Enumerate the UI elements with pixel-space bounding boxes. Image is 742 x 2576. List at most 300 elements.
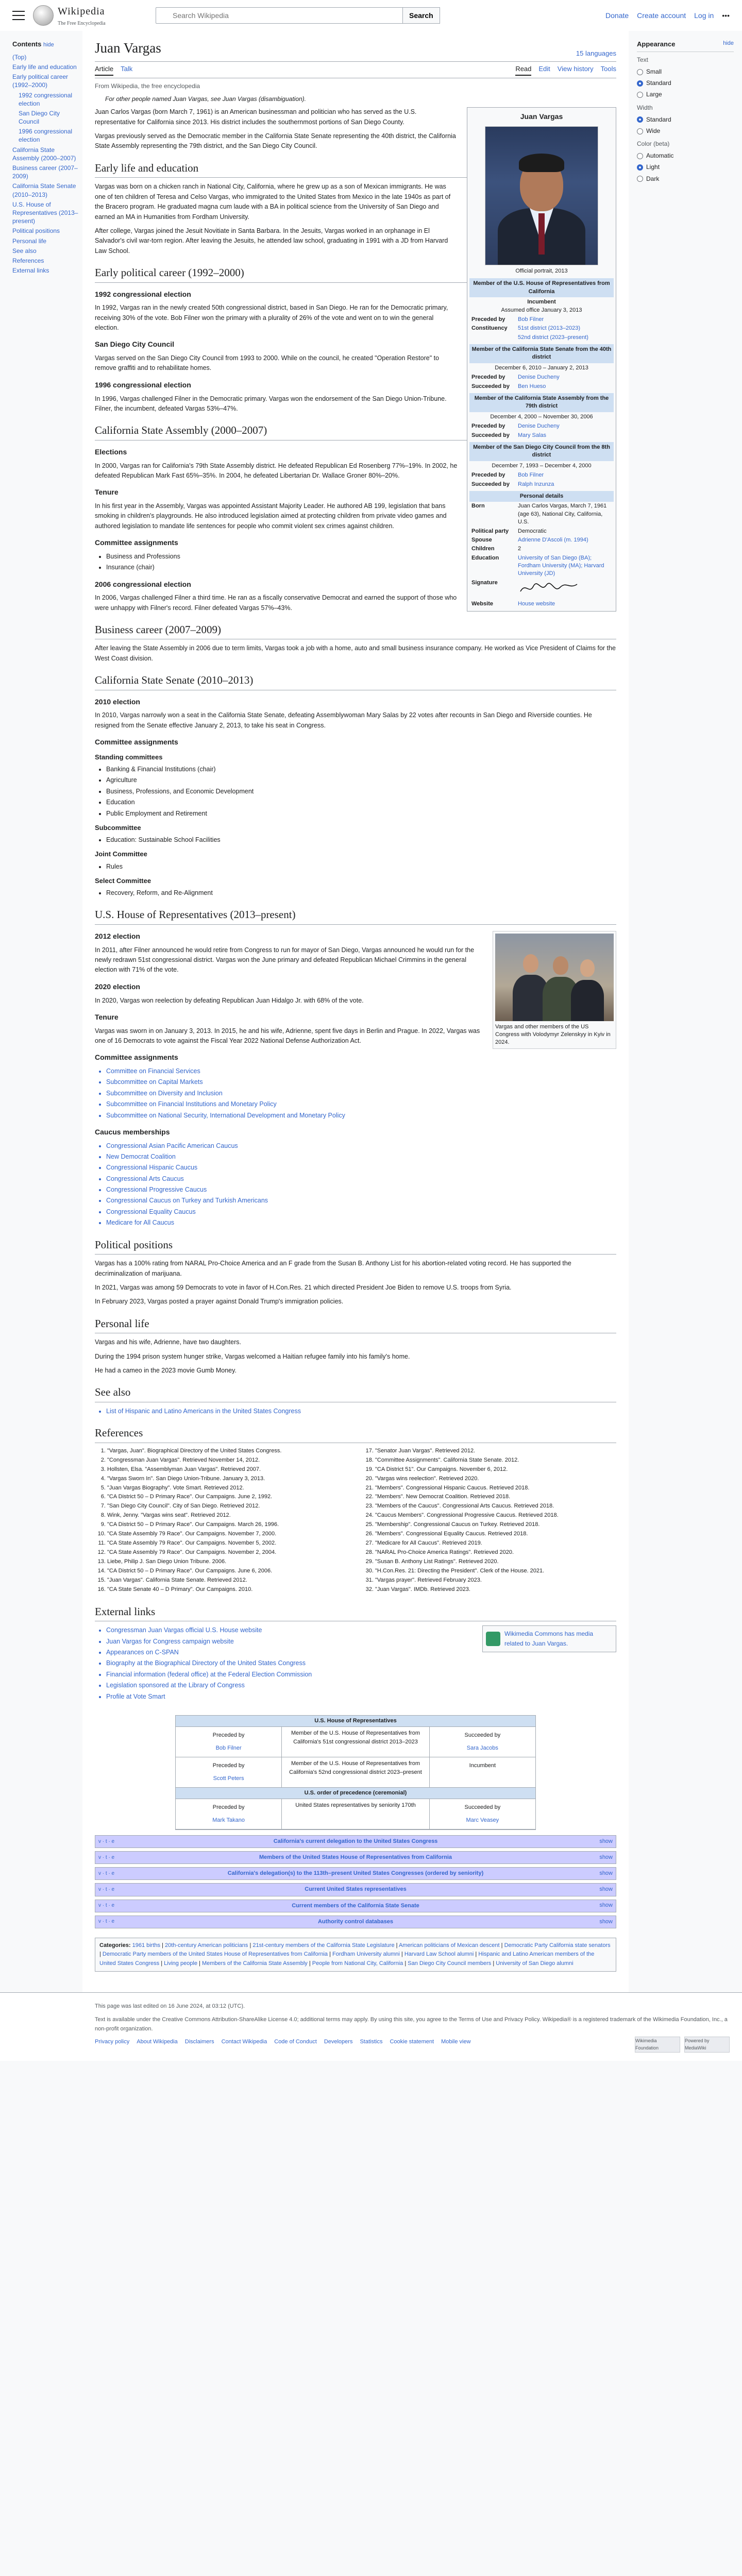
section-heading: References [95, 1425, 616, 1443]
reference-item[interactable]: 13. Liebe, Philip J. San Diego Union Tribune. 2006. [107, 1558, 348, 1566]
list-item[interactable]: • Biography at the Biographical Directory of the United States Congress [106, 1658, 616, 1668]
category-link[interactable]: 21st-century members of the California State Legislature [252, 1942, 395, 1948]
appearance-title: Appearance hide [637, 39, 734, 52]
list-item[interactable]: • Congressional Caucus on Turkey and Turkish Americans [106, 1196, 616, 1206]
navbox-show-button[interactable]: show [599, 1918, 613, 1925]
footer-link[interactable]: Mobile view [441, 2039, 471, 2045]
commons-icon [486, 1632, 500, 1646]
text-size-option[interactable] [637, 67, 734, 77]
portrait-caption: Official portrait, 2013 [515, 267, 568, 274]
reference-item[interactable]: 14. "CA District 50 – D Primary Race". Our Campaigns. June 6, 2006. [107, 1567, 348, 1575]
reference-item[interactable]: 11. "CA State Assembly 79 Race". Our Campaigns. November 5, 2002. [107, 1539, 348, 1548]
width-option[interactable] [637, 126, 734, 136]
infobox-value[interactable]: House website [518, 601, 555, 607]
toc-item[interactable]: Business career (2007–2009) [12, 164, 78, 180]
succession-label: Preceded by [212, 1804, 245, 1811]
footer-link[interactable]: About Wikipedia [137, 2039, 178, 2045]
reference-item[interactable]: 9. "CA District 50 – D Primary Race". Our Campaigns. March 26, 1996. [107, 1521, 348, 1529]
category-separator: | [159, 1960, 163, 1967]
toc-item[interactable]: Early life and education [12, 63, 77, 71]
navbox-vte-links[interactable]: v · t · e [98, 1871, 115, 1877]
succession-row [176, 1799, 535, 1829]
toc-item[interactable]: U.S. House of Representatives (2013–present) [12, 200, 78, 225]
section-heading: Business career (2007–2009) [95, 621, 616, 640]
search-button[interactable]: Search [403, 7, 440, 24]
radio-button[interactable] [637, 153, 643, 159]
infobox-label: Children [471, 546, 495, 552]
footer-link[interactable]: Disclaimers [184, 2039, 214, 2045]
infobox-name: Juan Vargas [520, 112, 563, 121]
succession-succeeded [430, 1727, 535, 1757]
radio-button[interactable] [637, 116, 643, 123]
infobox-row [469, 579, 614, 600]
list-item[interactable]: • Subcommittee on Capital Markets [106, 1077, 616, 1087]
list-item[interactable]: • Appearances on C-SPAN [106, 1648, 616, 1657]
navbox-vte-links[interactable]: v · t · e [98, 1887, 115, 1893]
list-item: • Agriculture [106, 775, 616, 785]
article-content [95, 107, 616, 1972]
infobox-value[interactable]: Denise Ducheny [518, 423, 560, 430]
from-line: From Wikipedia, the free encyclopedia [95, 82, 200, 90]
infobox-row [469, 471, 614, 480]
list-item[interactable]: • Subcommittee on Financial Institutions and Monetary Policy [106, 1099, 616, 1109]
list-item[interactable]: • Congressional Arts Caucus [106, 1174, 616, 1184]
office-term: December 6, 2010 – January 2, 2013 [495, 364, 588, 371]
infobox-label: Education [471, 554, 499, 561]
signature-image [518, 579, 580, 597]
subheading: Subcommittee [95, 823, 141, 832]
color-label: Color (beta) [637, 140, 670, 148]
reference-item[interactable]: 2. "Congressman Juan Vargas". Retrieved November 14, 2012. [107, 1456, 348, 1465]
donate-link[interactable]: Donate [605, 11, 629, 20]
list-item[interactable]: • Congressman Juan Vargas official U.S. House website [106, 1625, 616, 1635]
infobox-label: Born [471, 503, 485, 510]
radio-button[interactable] [637, 92, 643, 98]
category-separator: | [248, 1942, 251, 1948]
infobox-row [469, 527, 614, 536]
paragraph: Vargas served on the San Diego City Council from 1993 to 2000. While on the council, he created "Operation Restore" to remove graffiti and to rehabilitate homes. [95, 354, 440, 372]
succession-preceded [176, 1799, 281, 1829]
toc-item[interactable]: San Diego City Council [19, 109, 60, 126]
category-link[interactable]: San Diego City Council members [408, 1960, 492, 1967]
section-heading: See also [95, 1384, 616, 1402]
section-heading: California State Assembly (2000–2007) [95, 422, 616, 440]
section-heading: Political positions [95, 1236, 616, 1255]
infobox-label: Signature [471, 579, 498, 586]
navbox-show-button[interactable]: show [599, 1902, 613, 1909]
category-link[interactable]: Fordham University alumni [332, 1951, 400, 1958]
navbox [95, 1851, 616, 1864]
login-link[interactable]: Log in [694, 11, 714, 20]
succession-row [176, 1757, 535, 1788]
infobox-value[interactable]: Adrienne D'Ascoli (m. 1994) [518, 536, 588, 543]
width-option-label: Standard [646, 115, 671, 123]
list-item[interactable]: • Juan Vargas for Congress campaign website [106, 1637, 616, 1647]
navbox-vte-links[interactable]: v · t · e [98, 1903, 115, 1909]
office-term: December 7, 1993 – December 4, 2000 [492, 462, 592, 469]
list-item[interactable]: • Congressional Equality Caucus [106, 1207, 616, 1217]
color-option-label: Automatic [646, 152, 674, 160]
navbox-vte-links[interactable]: v · t · e [98, 1839, 115, 1845]
list-item[interactable]: • Financial information (federal office) at the Federal Election Commission [106, 1670, 616, 1680]
text-size-label: Text [637, 56, 649, 63]
toc-item[interactable]: 1996 congressional election [19, 128, 73, 144]
subsection-heading: Committee assignments [95, 1053, 178, 1062]
tab-view-history[interactable]: View history [557, 65, 594, 73]
toc-item[interactable]: Early political career (1992–2000) [12, 73, 69, 89]
toc-item[interactable]: California State Senate (2010–2013) [12, 182, 76, 198]
reference-item[interactable]: 10. "CA State Assembly 79 Race". Our Campaigns. November 7, 2000. [107, 1530, 348, 1538]
subsection-heading: Committee assignments [95, 538, 178, 547]
tab-tools[interactable]: Tools [600, 65, 616, 73]
succession-box [175, 1715, 536, 1830]
succession-office: Member of the U.S. House of Representatives from California's 51st congressional district 2013–2023 [281, 1727, 429, 1757]
succession-succeeded [430, 1799, 535, 1829]
search-input[interactable] [156, 7, 403, 24]
article-body [82, 31, 629, 1992]
color-option[interactable] [637, 162, 734, 172]
title-bar [95, 37, 616, 62]
paragraph: In his first year in the Assembly, Vargas was appointed Assistant Majority Leader. He authored AB 199, legislation that bans smoking in children's playgrounds. He also introduced legislation aimed at protecting children from private video games and authored legislation to mandate life sentences for people who commit violent sex crimes against children. [95, 502, 447, 530]
paragraph: Vargas and his wife, Adrienne, have two daughters. [95, 1338, 241, 1346]
user-links [605, 10, 730, 21]
list-item: • Public Employment and Retirement [106, 809, 616, 819]
navbox-title [95, 1900, 616, 1912]
reference-item[interactable]: 24. "Caucus Members". Congressional Progressive Caucus. Retrieved 2018. [375, 1512, 616, 1520]
office-heading: Member of the U.S. House of Representatives from California [469, 278, 614, 297]
footer-link[interactable]: Statistics [360, 2039, 383, 2045]
reference-item[interactable]: 28. "NARAL Pro-Choice America Ratings". Retrieved 2020. [375, 1549, 616, 1557]
footer-link[interactable]: Developers [324, 2039, 353, 2045]
infobox-value[interactable]: 51st district (2013–2023) [518, 325, 581, 332]
text-size-option[interactable] [637, 78, 734, 88]
text-size-option[interactable] [637, 90, 734, 99]
infobox-label: Preceded by [471, 316, 505, 323]
office-term: December 4, 2000 – November 30, 2006 [490, 413, 593, 420]
reference-item[interactable]: 1. "Vargas, Juan". Biographical Directory of the United States Congress. [107, 1447, 348, 1455]
infobox-value[interactable]: 52nd district (2023–present) [518, 334, 588, 341]
infobox-row [469, 600, 614, 608]
subsection-heading: Caucus memberships [95, 1127, 170, 1136]
reference-item[interactable]: 32. "Juan Vargas". IMDb. Retrieved 2023. [375, 1586, 616, 1594]
list-item[interactable]: • Profile at Vote Smart [106, 1692, 616, 1702]
category-separator: | [474, 1951, 477, 1958]
category-separator: | [99, 1951, 101, 1958]
paragraph: In 2010, Vargas narrowly won a seat in the California State Senate, defeating Assemblywoman Mary Salas by 22 votes after recounts in San Diego and Riverside counties. He resigned from the Senate effective January 2, 2013, to take his seat in Congress. [95, 711, 592, 729]
navbox-vte-links[interactable]: v · t · e [98, 1855, 115, 1861]
category-link[interactable]: Democratic Party California state senators [504, 1942, 611, 1948]
succession-label: Succeeded by [464, 1804, 501, 1811]
section-heading: U.S. House of Representatives (2013–present) [95, 906, 616, 925]
reference-item[interactable]: 3. Hollsten, Elsa. "Assemblyman Juan Vargas". Retrieved 2007. [107, 1466, 348, 1474]
category-link[interactable]: Hispanic and Latino American members of the United States Congress [99, 1951, 595, 1967]
paragraph: During the 1994 prison system hunger strike, Vargas welcomed a Haitian refugee family into his family's home. [95, 1352, 410, 1360]
infobox-value[interactable]: Bob Filner [518, 316, 544, 323]
list-item[interactable]: • Committee on Financial Services [106, 1066, 616, 1076]
tab-talk[interactable]: Talk [121, 65, 133, 73]
navbox-title-text[interactable]: Authority control databases [317, 1918, 394, 1925]
category-link[interactable]: Harvard Law School alumni [404, 1951, 474, 1958]
width-option-label: Wide [646, 127, 661, 134]
infobox-label: Political party [471, 528, 509, 534]
navbox-show-button[interactable]: show [599, 1870, 613, 1877]
paragraph: He had a cameo in the 2023 movie Gumb Money. [95, 1366, 237, 1374]
navbox-title [95, 1916, 616, 1928]
reference-item[interactable]: 16. "CA State Senate 40 – D Primary". Our Campaigns. 2010. [107, 1586, 348, 1594]
toc-item[interactable]: References [12, 257, 44, 264]
infobox-row [469, 545, 614, 553]
appearance-hide-button[interactable]: hide [723, 40, 734, 46]
infobox-label: Preceded by [471, 374, 505, 381]
category-link[interactable]: 20th-century American politicians [165, 1942, 248, 1948]
list-item[interactable]: • Congressional Progressive Caucus [106, 1185, 616, 1195]
succession-person[interactable] [432, 1772, 533, 1776]
succession-row [176, 1727, 535, 1757]
category-separator: | [197, 1960, 200, 1967]
subsection-heading: 2020 election [95, 982, 140, 991]
portrait-image[interactable] [485, 126, 598, 265]
infobox-value [518, 579, 612, 599]
reference-item[interactable]: 31. "Vargas prayer". Retrieved February 2023. [375, 1577, 616, 1585]
category-separator: | [499, 1942, 503, 1948]
reference-item[interactable]: 23. "Members of the Caucus". Congressional Arts Caucus. Retrieved 2018. [375, 1502, 616, 1511]
infobox-row [469, 373, 614, 382]
radio-button[interactable] [637, 164, 643, 171]
infobox [467, 107, 616, 611]
subsection-heading: 2012 election [95, 932, 140, 941]
subsection-heading: Tenure [95, 1012, 119, 1021]
reference-item[interactable]: 20. "Vargas wins reelection". Retrieved 2020. [375, 1475, 616, 1483]
footer-link[interactable]: Privacy policy [95, 2039, 130, 2045]
text-size-option-label: Standard [646, 79, 671, 87]
list-item[interactable]: • List of Hispanic and Latino Americans in the United States Congress [106, 1406, 616, 1416]
reference-item[interactable]: 21. "Members". Congressional Hispanic Caucus. Retrieved 2018. [375, 1484, 616, 1493]
reference-item[interactable]: 4. "Vargas Sworn In". San Diego Union-Tribune. January 3, 2013. [107, 1475, 348, 1483]
reference-item[interactable]: 18. "Committee Assignments". California State Senate. 2012. [375, 1456, 616, 1465]
category-separator: | [491, 1960, 495, 1967]
office-heading: Member of the San Diego City Council from the 8th district [469, 442, 614, 461]
list-item[interactable]: • Subcommittee on National Security, International Development and Monetary Policy [106, 1111, 616, 1121]
toc-item[interactable]: (Top) [12, 53, 27, 61]
list-item: • Recovery, Reform, and Re-Alignment [106, 888, 616, 898]
infobox-row [469, 502, 614, 527]
infobox-value: 2 [518, 546, 521, 552]
category-link[interactable]: 1961 births [132, 1942, 161, 1948]
reference-item[interactable]: 17. "Senator Juan Vargas". Retrieved 2012. [375, 1447, 616, 1455]
navbox-show-button[interactable]: show [599, 1854, 613, 1861]
infobox-row [469, 422, 614, 431]
tab-read[interactable]: Read [515, 64, 531, 76]
succession-person[interactable]: Sara Jacobs [466, 1745, 498, 1752]
reference-item[interactable]: 5. "Juan Vargas Biography". Vote Smart. Retrieved 2012. [107, 1484, 348, 1493]
reference-item[interactable]: 26. "Members". Congressional Equality Caucus. Retrieved 2018. [375, 1530, 616, 1538]
list-item[interactable]: • Congressional Asian Pacific American Caucus [106, 1141, 616, 1151]
main-menu-icon[interactable] [12, 9, 25, 22]
category-link[interactable]: Living people [164, 1960, 197, 1967]
navbox-vte-links[interactable]: v · t · e [98, 1919, 115, 1925]
infobox-value[interactable]: University of San Diego (BA); Fordham University (MA); Harvard University (JD) [518, 554, 604, 577]
infobox-row [469, 315, 614, 324]
navbox-title [95, 1852, 616, 1863]
reference-item[interactable]: 15. "Juan Vargas". California State Senate. Retrieved 2012. [107, 1577, 348, 1585]
reference-item[interactable]: 19. "CA District 51". Our Campaigns. November 6, 2012. [375, 1466, 616, 1474]
category-link[interactable]: University of San Diego alumni [496, 1960, 574, 1967]
succession-label: Succeeded by [464, 1732, 501, 1738]
reference-item[interactable]: 25. "Membership". Congressional Caucus on Turkey. Retrieved 2018. [375, 1521, 616, 1529]
lead-paragraph: Vargas previously served as the Democratic member in the California State Senate representing the 40th district, the California State Assembly representing the 79th district, and the San Diego City Council. [95, 132, 456, 150]
subsection-heading: Tenure [95, 488, 119, 497]
reference-item[interactable]: 30. "H.Con.Res. 21: Directing the President". Clerk of the House. 2021. [375, 1567, 616, 1575]
congress-delegation-image[interactable] [495, 934, 614, 1021]
paragraph: In 2000, Vargas ran for California's 79th State Assembly district. He defeated Republican Ed Rosenberg 77%–19%. In 2002, he defeated Republican Mark Fast 65%–35%. In 2004, he defeated Libertarian Dr. Wallace Groner 80%–20%. [95, 462, 458, 479]
category-link[interactable]: People from National City, California [312, 1960, 403, 1967]
navbox-title-text[interactable]: California's delegation(s) to the 113th–present United States Congresses (ordered by seniority) [227, 1870, 484, 1877]
commons-text[interactable]: Wikimedia Commons has media related to Juan Vargas. [504, 1630, 594, 1647]
subsection-heading: 2006 congressional election [95, 580, 191, 588]
more-options-icon[interactable]: ••• [722, 11, 730, 20]
toc-item[interactable]: California State Assembly (2000–2007) [12, 146, 76, 162]
navbox [95, 1916, 616, 1928]
color-option[interactable] [637, 174, 734, 184]
subsection-heading: 1996 congressional election [95, 380, 191, 389]
infobox-value: Democratic [518, 528, 547, 534]
navbox-show-button[interactable]: show [599, 1886, 613, 1893]
infobox-row [469, 333, 614, 342]
toc-item[interactable]: 1992 congressional election [19, 91, 73, 107]
languages-button[interactable]: 15 languages [576, 49, 616, 58]
infobox-row [469, 382, 614, 391]
list-item[interactable]: • Legislation sponsored at the Library of Congress [106, 1681, 616, 1690]
footer-link[interactable]: Cookie statement [390, 2039, 434, 2045]
reference-item[interactable]: 12. "CA State Assembly 79 Race". Our Campaigns. November 2, 2004. [107, 1549, 348, 1557]
category-separator: | [399, 1951, 403, 1958]
site-logo[interactable] [33, 3, 146, 28]
subsection-heading: 2010 election [95, 697, 140, 706]
footer-link[interactable]: Code of Conduct [274, 2039, 317, 2045]
infobox-value: Juan Carlos Vargas, March 7, 1961 (age 63), National City, California, U.S. [518, 503, 607, 526]
navbox-show-button[interactable]: show [599, 1838, 613, 1845]
succession-office: United States representatives by seniority 170th [281, 1799, 429, 1829]
create-account-link[interactable]: Create account [637, 11, 686, 20]
list-item[interactable]: • New Democrat Coalition [106, 1152, 616, 1162]
zelenskyy-photo-thumb [493, 931, 616, 1049]
width-option[interactable] [637, 115, 734, 125]
succession-person[interactable]: Scott Peters [213, 1775, 244, 1782]
tab-edit[interactable]: Edit [538, 65, 550, 73]
color-option-label: Light [646, 163, 660, 171]
section-heading: Early life and education [95, 160, 616, 178]
tab-article[interactable]: Article [95, 64, 113, 76]
navbox-title-text[interactable]: Members of the United States House of Representatives from California [259, 1854, 452, 1861]
paragraph: Vargas was sworn in on January 3, 2013. In 2015, he and his wife, Adrienne, spent five days in Berlin and Prague. In 2022, Vargas was one of 16 Democrats to vote against the Fiscal Year 2022 National Defense Authorization Act. [95, 1027, 480, 1044]
list-item[interactable]: • Subcommittee on Diversity and Inclusion [106, 1089, 616, 1098]
infobox-label: Website [471, 601, 493, 607]
list-item[interactable]: • Congressional Hispanic Caucus [106, 1163, 616, 1173]
navbox-title-text[interactable]: California's current delegation to the United States Congress [273, 1838, 438, 1845]
infobox-value[interactable]: Mary Salas [518, 432, 547, 438]
category-link[interactable]: American politicians of Mexican descent [398, 1942, 500, 1948]
paragraph: After college, Vargas joined the Jesuit Novitiate in Santa Barbara. In the Jesuits, Vargas worked in an orphanage in El Salvador's civil war-torn region. After leaving the Jesuits, he attended law school, graduating in 1991 with a JD from Harvard Law School. [95, 227, 448, 255]
personal-details-heading: Personal details [469, 491, 614, 502]
paragraph: Vargas has a 100% rating from NARAL Pro-Choice America and an F grade from the Susan B. Anthony List for his abortion-related voting record. He has supported the decriminalization of marijuana. [95, 1260, 571, 1277]
list-item: • Business, Professions, and Economic Development [106, 787, 616, 796]
reference-item[interactable]: 7. "San Diego City Council". City of San Diego. Retrieved 2012. [107, 1502, 348, 1511]
succession-preceded [176, 1757, 281, 1787]
paragraph: In February 2023, Vargas posted a prayer against Donald Trump's immigration policies. [95, 1298, 344, 1306]
page-title: Juan Vargas [95, 40, 161, 56]
infobox-row [469, 480, 614, 489]
infobox-value[interactable]: Ben Hueso [518, 383, 546, 389]
footer-link[interactable]: Contact Wikipedia [221, 2039, 267, 2045]
reference-item[interactable]: 22. "Members". New Democrat Coalition. Retrieved 2018. [375, 1493, 616, 1501]
reference-item[interactable]: 29. "Susan B. Anthony List Ratings". Retrieved 2020. [375, 1558, 616, 1566]
footer-badge[interactable]: Wikimedia Foundation [635, 2037, 680, 2053]
list-item: • Business and Professions [106, 552, 616, 562]
office-term: Incumbent Assumed office January 3, 2013 [501, 299, 582, 313]
reference-item[interactable]: 6. "CA District 50 – D Primary Race". Our Campaigns. June 2, 1992. [107, 1493, 348, 1501]
category-link[interactable]: Members of the California State Assembly [201, 1960, 308, 1967]
reference-item[interactable]: 27. "Medicare for All Caucus". Retrieved 2019. [375, 1539, 616, 1548]
commons-box [482, 1625, 616, 1652]
navbox-title-text[interactable]: Current members of the California State Senate [292, 1902, 419, 1909]
text-size-option-label: Large [646, 91, 662, 98]
infobox-value[interactable]: Bob Filner [518, 472, 544, 479]
succession-person[interactable]: Marc Veasey [466, 1817, 499, 1824]
infobox-row [469, 431, 614, 440]
reference-item[interactable]: 8. Wink, Jenny. "Vargas wins seat". Retrieved 2012. [107, 1512, 348, 1520]
navbox [95, 1900, 616, 1912]
infobox-label: Constituency [471, 325, 508, 332]
last-edited: This page was last edited on 16 June 2024, at 03:12 (UTC). [95, 2003, 245, 2010]
lead-paragraph: Juan Carlos Vargas (born March 7, 1961) is an American businessman and politician who has served as the U.S. representative for California since 2013. His district includes the southernmost portions of San Diego County. [95, 108, 417, 126]
toc-item[interactable]: External links [12, 267, 49, 275]
toc-item[interactable]: See also [12, 247, 37, 255]
section-heading: California State Senate (2010–2013) [95, 672, 616, 690]
infobox-value[interactable]: Ralph Inzunza [518, 481, 554, 487]
succession-person[interactable]: Bob Filner [215, 1745, 242, 1752]
infobox-row [469, 324, 614, 333]
radio-button[interactable] [637, 176, 643, 182]
succession-preceded [176, 1727, 281, 1757]
toc-item[interactable]: Political positions [12, 227, 60, 235]
list-item[interactable]: • Medicare for All Caucus [106, 1218, 616, 1228]
category-separator: | [160, 1942, 163, 1948]
categories-label: Categories: [99, 1942, 131, 1948]
infobox-label: Spouse [471, 536, 492, 543]
navbox-title-text[interactable]: Current United States representatives [305, 1886, 407, 1893]
toc-hide-button[interactable]: hide [43, 42, 54, 48]
subsection-heading: Elections [95, 447, 127, 456]
infobox-value[interactable]: Denise Ducheny [518, 374, 560, 381]
radio-button[interactable] [637, 69, 643, 75]
radio-button[interactable] [637, 80, 643, 87]
radio-button[interactable] [637, 128, 643, 134]
navbox-title [95, 1884, 616, 1895]
color-option[interactable] [637, 151, 734, 161]
category-link[interactable]: Democratic Party members of the United States House of Representatives from California [102, 1951, 328, 1958]
footer-badge[interactable]: Powered by MediaWiki [684, 2037, 730, 2053]
table-of-contents [0, 31, 82, 1992]
infobox-label: Succeeded by [471, 383, 510, 389]
text-size-option-label: Small [646, 67, 662, 75]
office-heading: Member of the California State Senate from the 40th district [469, 344, 614, 363]
list-item: • Insurance (chair) [106, 563, 616, 572]
office-heading: Member of the California State Assembly from the 79th district [469, 393, 614, 412]
toc-item[interactable]: Personal life [12, 237, 47, 245]
section-heading: Early political career (1992–2000) [95, 264, 616, 283]
color-option-label: Dark [646, 175, 660, 182]
succession-person[interactable]: Mark Takano [212, 1817, 245, 1824]
